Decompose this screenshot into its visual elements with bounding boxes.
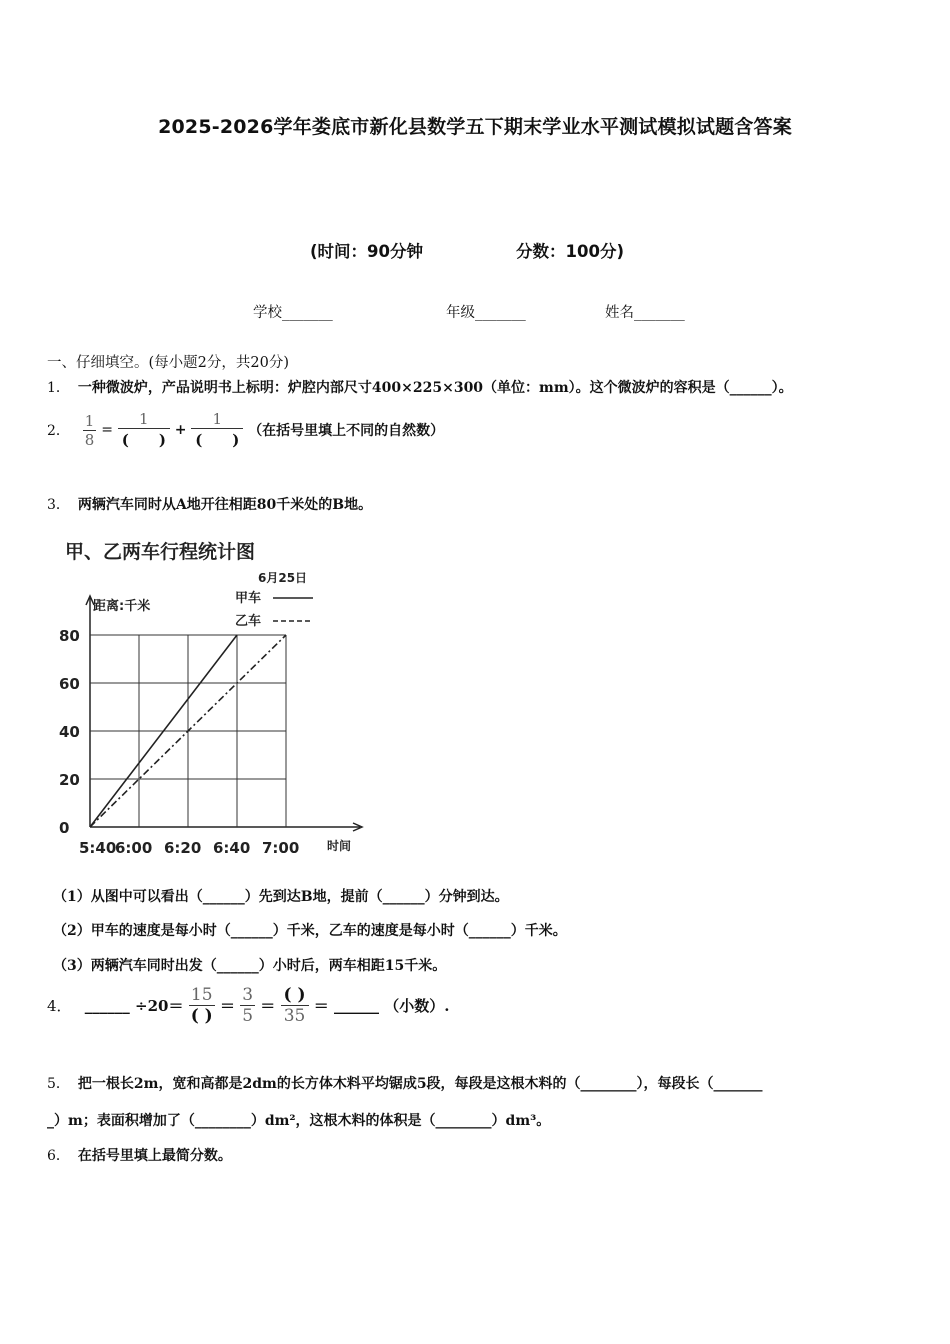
chart-date: 6月25日: [258, 571, 308, 585]
numerator: 3: [242, 985, 254, 1005]
y-tick-label: 0: [59, 819, 70, 837]
question-number: 5．: [47, 1076, 70, 1092]
page-title: 2025-2026学年娄底市新化县数学五下期末学业水平测试模拟试题含答案: [158, 116, 792, 138]
question-note: （小数）.: [384, 997, 450, 1015]
chart-grid: [86, 596, 362, 831]
question-3-part-2: （2）甲车的速度是每小时（______）千米，乙车的速度是每小时（______）千米。: [53, 923, 567, 939]
equals-sign: =: [101, 422, 113, 438]
numerator: 1: [191, 410, 243, 429]
fraction-one-eighth: [83, 412, 97, 449]
y-tick-label: 80: [59, 627, 80, 645]
answer-blank[interactable]: ______: [84, 996, 130, 1015]
fraction-blank-2: [191, 410, 243, 450]
fraction-blank-1: [118, 410, 170, 450]
fraction-three-fifths: [240, 985, 255, 1026]
question-3-part-1: （1）从图中可以看出（______）先到达B地，提前（______）分钟到达。: [53, 889, 509, 905]
travel-chart: [55, 530, 375, 865]
section-heading: 一、仔细填空。(每小题2分，共20分): [47, 355, 289, 371]
fraction-blank-over-35: [281, 985, 309, 1026]
exam-time: (时间：90分钟: [310, 242, 424, 261]
grade-field: 年级_______: [446, 305, 526, 321]
denominator: 35: [283, 1006, 306, 1026]
x-tick-label: 5:40: [79, 839, 117, 857]
name-field: 姓名_______: [605, 305, 685, 321]
equals-sign: ＝: [313, 997, 329, 1015]
exam-score: 分数：100分): [516, 242, 624, 261]
question-3-part-3: （3）两辆汽车同时出发（______）小时后，两车相距15千米。: [53, 958, 447, 974]
question-2: [47, 410, 444, 450]
numerator-blank[interactable]: ( ): [281, 985, 309, 1006]
x-tick-label: 6:20: [164, 839, 202, 857]
question-3: [47, 494, 372, 514]
fraction-15-over-blank: [189, 985, 215, 1026]
question-text: 在括号里填上最简分数。: [77, 1148, 232, 1164]
y-tick-label: 20: [59, 771, 80, 789]
equals-sign: ＝: [260, 997, 276, 1015]
question-text: 两辆汽车同时从A地开往相距80千米处的B地。: [77, 497, 373, 513]
question-number: 3．: [47, 497, 70, 513]
denominator-blank[interactable]: ( ): [121, 431, 166, 449]
denominator: 5: [242, 1006, 254, 1026]
x-tick-label: 6:40: [213, 839, 251, 857]
x-tick-label: 7:00: [262, 839, 300, 857]
question-5-line-2: _）m；表面积增加了（________）dm²，这根木料的体积是（________）dm³。: [47, 1113, 551, 1129]
question-text: 一种微波炉，产品说明书上标明：炉腔内部尺寸400×225×300（单位：mm）。这个微波炉的容积是（______）。: [77, 380, 793, 396]
numerator: 1: [84, 411, 95, 430]
x-tick-label: 6:00: [115, 839, 153, 857]
question-5: [47, 1073, 763, 1093]
y-tick-label: 40: [59, 723, 80, 741]
plus-sign: +: [174, 422, 187, 438]
denominator-blank[interactable]: ( ): [195, 431, 240, 449]
x-axis-label: 时间: [327, 839, 352, 853]
question-note: （在括号里填上不同的自然数）: [248, 423, 445, 439]
question-number: 6．: [47, 1148, 70, 1164]
school-field: 学校_______: [253, 305, 333, 321]
denominator-blank[interactable]: ( ): [190, 1006, 213, 1026]
question-number: 1．: [47, 380, 70, 396]
question-number: 4．: [47, 997, 72, 1015]
y-tick-label: 60: [59, 675, 80, 693]
question-6: [47, 1145, 232, 1165]
equals-sign: ＝: [219, 997, 235, 1015]
divide-twenty: ÷20＝: [135, 997, 184, 1015]
answer-blank[interactable]: ______: [334, 996, 379, 1015]
question-1: [47, 377, 793, 397]
legend-jia-label: 甲车: [235, 591, 262, 606]
question-text-line-1: 把一根长2m，宽和高都是2dm的长方体木料平均锯成5段，每段是这根木料的（________），每段长（_______: [77, 1076, 763, 1092]
question-4: [47, 985, 449, 1026]
denominator: 8: [84, 430, 95, 449]
legend-yi-label: 乙车: [235, 614, 262, 629]
numerator: 1: [118, 410, 170, 429]
question-number: 2．: [47, 423, 70, 439]
chart-title: 甲、乙两车行程统计图: [65, 541, 256, 563]
y-axis-label: 距离:千米: [93, 599, 151, 614]
numerator: 15: [189, 985, 215, 1006]
